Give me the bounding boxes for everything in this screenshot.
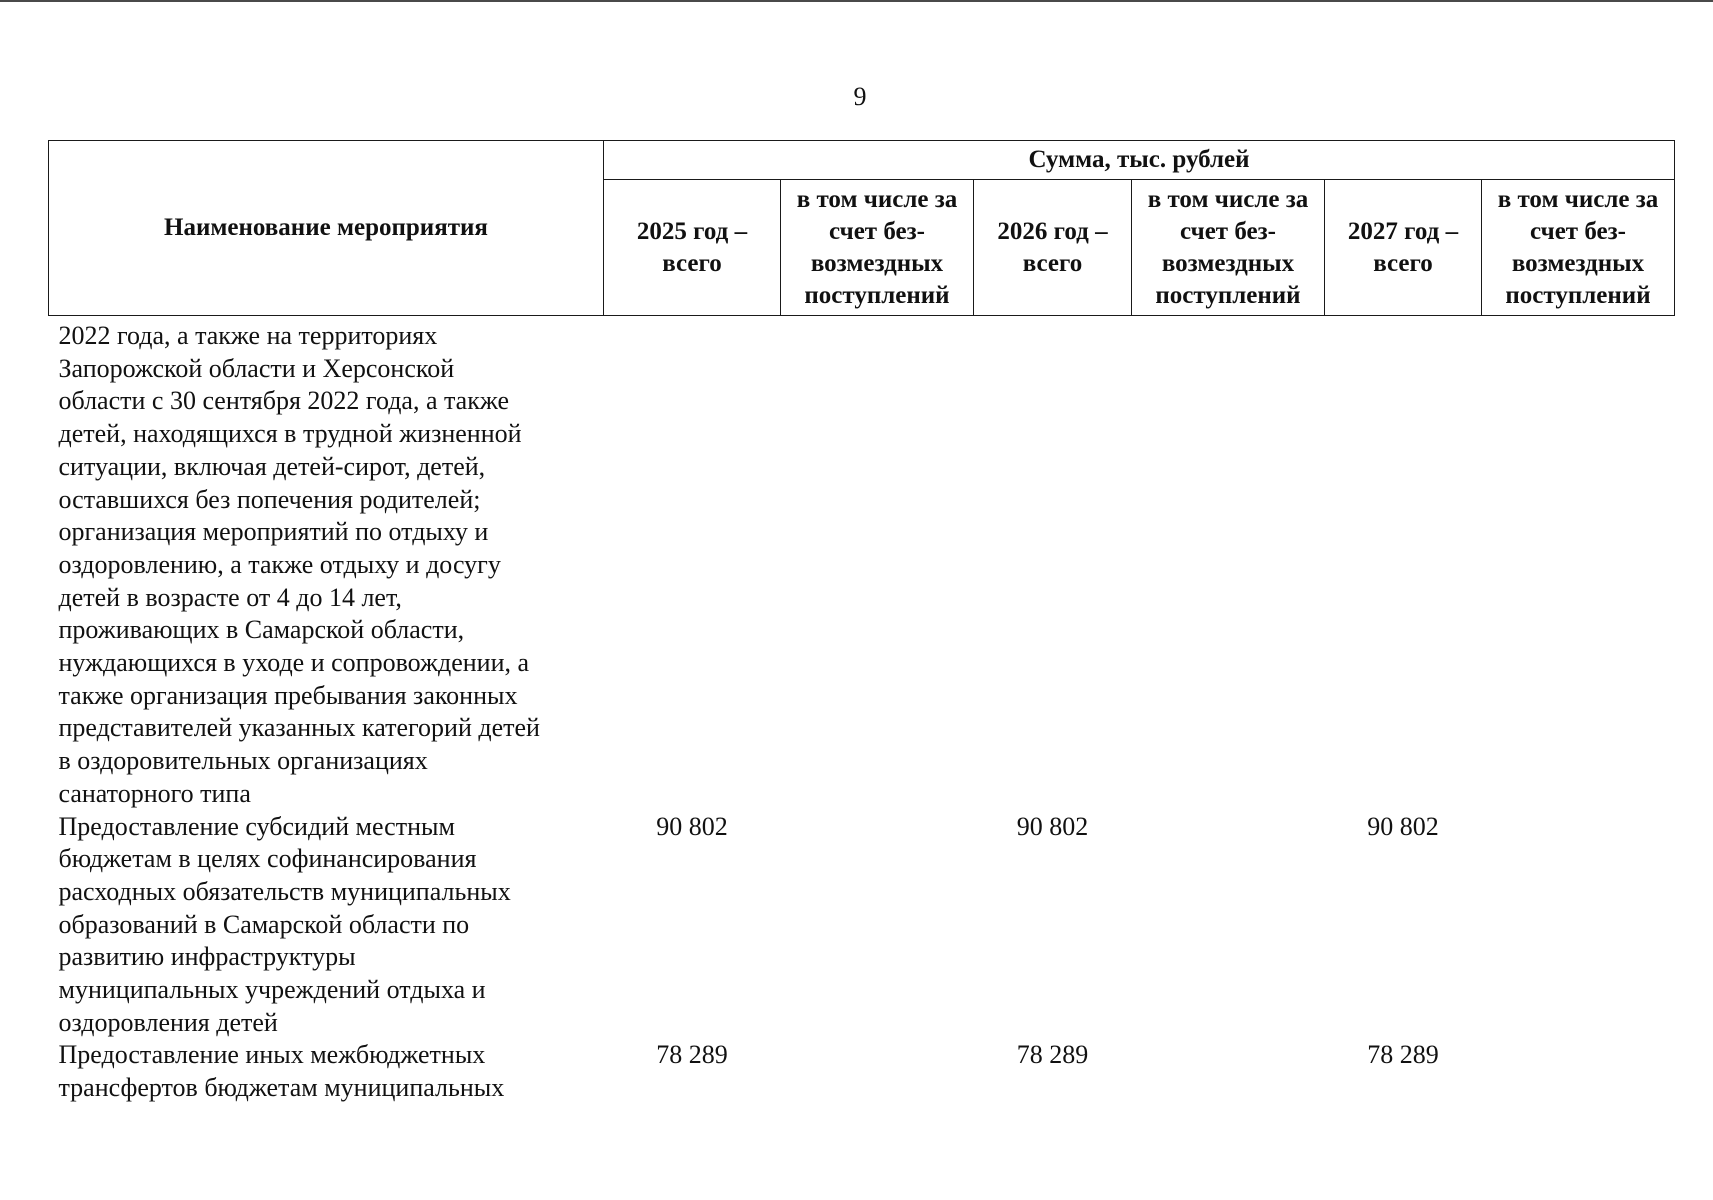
value-2026-grants bbox=[1132, 1039, 1325, 1104]
value-2025-total: 90 802 bbox=[656, 811, 728, 841]
table-row bbox=[49, 316, 1675, 811]
value-2025-total bbox=[604, 316, 781, 811]
table-body bbox=[49, 316, 1675, 1105]
activity-name-cell bbox=[49, 1039, 604, 1104]
activity-name-cell bbox=[49, 811, 604, 1040]
header-2025-grants: в том числе за счет без-возмездных поступлений bbox=[781, 180, 974, 316]
activity-name-cell bbox=[49, 316, 604, 811]
value-2025-grants bbox=[781, 1039, 974, 1104]
header-2027-total: 2027 год – всего bbox=[1325, 180, 1482, 316]
value-2025-grants bbox=[781, 811, 974, 1040]
table-header bbox=[49, 141, 1675, 316]
value-2027-total bbox=[1325, 316, 1482, 811]
value-2025-grants bbox=[781, 316, 974, 811]
value-2026-total bbox=[974, 316, 1132, 811]
value-2026-total: 78 289 bbox=[1016, 1040, 1089, 1070]
value-2025-total: 78 289 bbox=[656, 1040, 728, 1070]
activity-name: 2022 года, а также на территориях Запорожской области и Херсонской области с 30 сентября 2022 года, а также детей, находящихся в трудной жизненной ситуации, включая детей-сирот, детей, оставшихся без попечения родителей; организация мероприятий по отдыху и оздоровлению, а также отдыху и досугу детей в возрасте от 4 до 14 лет, проживающих в Самарской области, нуждающихся в уходе и сопровождении, а также организация пребывания законных представителей указанных категорий детей в оздоровительных организациях санаторного типа bbox=[58, 321, 540, 808]
table-row bbox=[49, 811, 1675, 1040]
value-2027-total: 90 802 bbox=[1367, 811, 1439, 841]
value-2027-grants bbox=[1482, 811, 1675, 1040]
activity-name: Предоставление иных межбюджетных трансфертов бюджетам муниципальных bbox=[58, 1040, 505, 1103]
header-activity-name: Наименование мероприятия bbox=[49, 141, 604, 316]
value-2027-grants bbox=[1482, 1039, 1675, 1104]
value-2026-grants bbox=[1132, 811, 1325, 1040]
header-2025-total: 2025 год – всего bbox=[604, 180, 781, 316]
page-number: 9 bbox=[853, 82, 867, 111]
value-2026-grants bbox=[1132, 316, 1325, 811]
header-2027-grants: в том числе за счет без-возмездных поступлений bbox=[1482, 180, 1675, 316]
value-2027-grants bbox=[1482, 316, 1675, 811]
value-2026-total: 90 802 bbox=[1016, 811, 1089, 841]
page-top-border bbox=[0, 0, 1713, 2]
header-2026-total: 2026 год – всего bbox=[974, 180, 1132, 316]
table-row bbox=[49, 1039, 1675, 1104]
budget-table bbox=[48, 140, 1675, 1105]
header-2026-grants: в том числе за счет без-возмездных поступлений bbox=[1132, 180, 1325, 316]
value-2027-total: 78 289 bbox=[1367, 1040, 1439, 1070]
activity-name: Предоставление субсидий местным бюджетам в целях софинансирования расходных обязательств муниципальных образований в Самарской области по развитию инфраструктуры муниципальных учреждений отдыха и оздоровления детей bbox=[58, 811, 511, 1037]
header-sum-group: Сумма, тыс. рублей bbox=[604, 141, 1675, 180]
